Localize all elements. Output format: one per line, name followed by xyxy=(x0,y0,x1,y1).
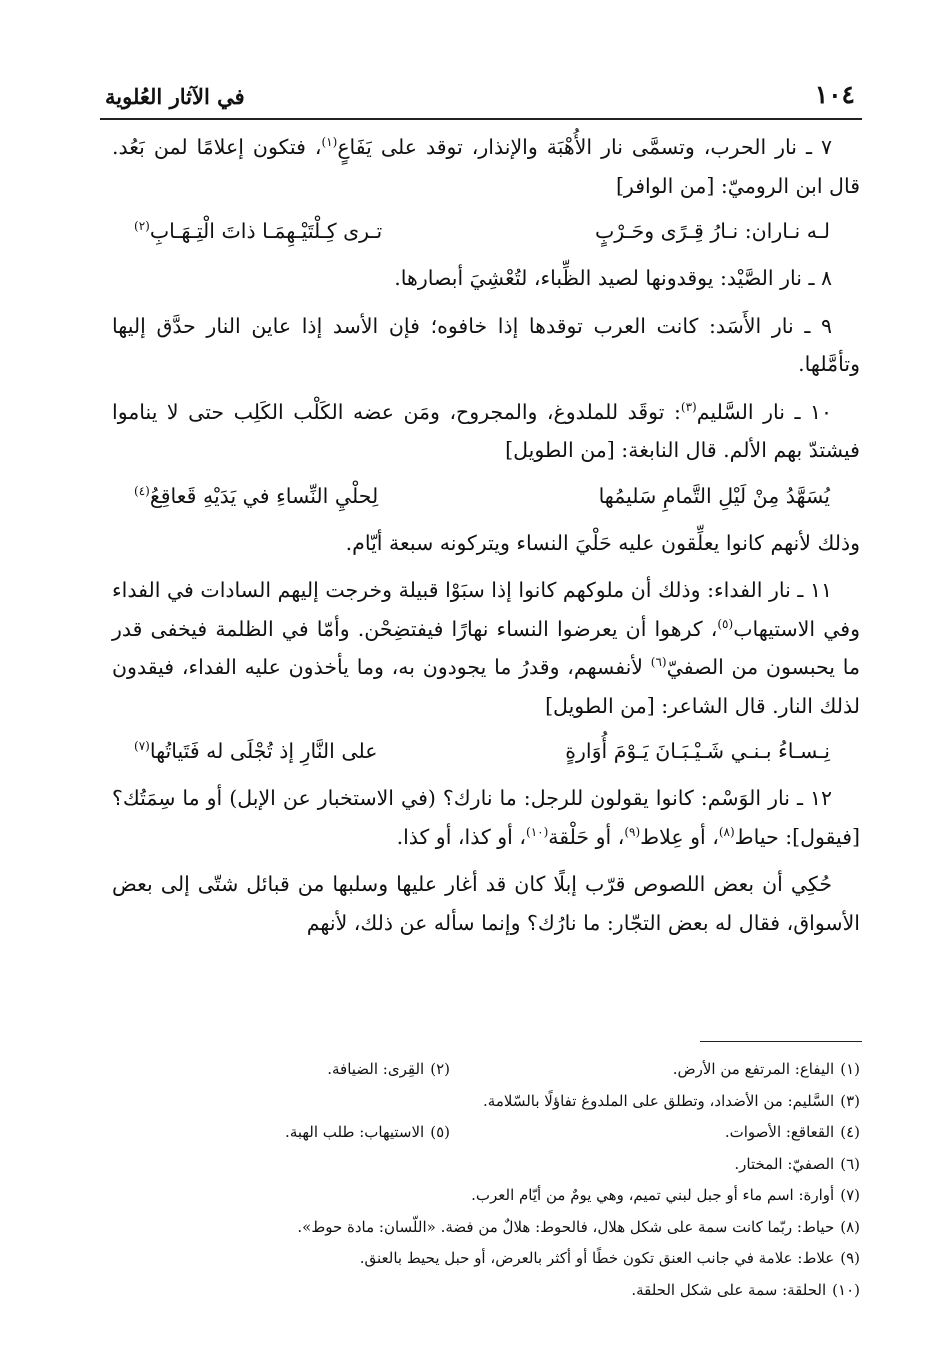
paragraph-text: ٧ ـ نار الحرب، وتسمَّى نار الأُهْبَة والإنذار، توقد على يَفَاعٍ xyxy=(337,135,832,159)
paragraph-text: ، أو حَلْقة xyxy=(548,824,625,849)
verse-text: على النَّارِ إذ تُجْلَى له فَتَياتُها xyxy=(149,739,378,763)
footnote-number: (٨) xyxy=(840,1217,860,1236)
paragraph-text: ، أو كذا، أو كذا. xyxy=(396,824,526,849)
verse-second-hemistich xyxy=(134,212,382,250)
footnote-row xyxy=(112,1243,860,1275)
footnote-number: (٤) xyxy=(840,1123,860,1141)
paragraph-fire-of-branding xyxy=(112,779,860,856)
verse-poet xyxy=(112,732,860,770)
paragraph-anecdote: حُكِي أن بعض اللصوص قرّب إبلًا كان قد أغار عليها وسلبها من قبائل شتّى إلى بعض الأسواق، فقال له بعض التجّار: ما نارُك؟ وإنما سأله عن ذلك، لأنهم xyxy=(112,872,860,935)
footnote-row xyxy=(112,1275,860,1307)
footnote-text: اليفاع: المرتفع من الأرض. xyxy=(672,1060,835,1078)
paragraph-text: ، فتكون إعلامًا لمن بَعُد. قال ابن الروميّ: [من الوافر] xyxy=(112,135,860,198)
footnote-number: (٥) xyxy=(430,1123,450,1141)
footnote-row xyxy=(112,1117,860,1149)
paragraph-text: ١١ ـ نار الفداء: وذلك أن ملوكهم كانوا إذا سبَوْا قبيلة وخرجت إليهم السادات في الفداء وفي الاستيهاب xyxy=(112,578,860,641)
footnote-number: (١٠) xyxy=(832,1280,860,1299)
footnote-text: القِرى: الضيافة. xyxy=(327,1060,425,1078)
footnote-ref[interactable]: (١) xyxy=(321,135,338,150)
footnote-row xyxy=(112,1180,860,1212)
footnote-text: القعاقع: الأصوات. xyxy=(724,1123,835,1141)
footnote-text: الحلقة: سمة على شكل الحلقة. xyxy=(631,1280,827,1299)
footnote-text: الصفيّ: المختار. xyxy=(734,1154,835,1173)
footnote-ref[interactable]: (٩) xyxy=(624,824,641,839)
verse-first-hemistich: نِـسـاءُ بـنـي شَـيْـبَـانَ يَـوْمَ أُوَارةٍ xyxy=(565,739,830,763)
footnote-10 xyxy=(631,1275,860,1307)
footnote-7 xyxy=(471,1180,860,1212)
paragraph-fire-of-lion: ٩ ـ نار الأَسَد: كانت العرب توقدها إذا خافوه؛ فإن الأسد إذا عاين النار حدَّق إليها وتأمَّلها. xyxy=(112,313,860,376)
footnote-text: السَّليم: من الأضداد، وتطلق على الملدوغ تفاؤلًا بالسّلامة. xyxy=(483,1091,835,1110)
footnote-ref[interactable]: (٧) xyxy=(134,739,150,754)
running-title: في الآثار العُلوية xyxy=(105,84,245,109)
page-header xyxy=(105,80,855,116)
paragraph-fire-of-hunt: ٨ ـ نار الصَّيْد: يوقدونها لصيد الظِّباء، لتُعْشِيَ أبصارها. xyxy=(394,266,832,290)
footnote-5 xyxy=(285,1117,450,1149)
footnote-1 xyxy=(450,1054,860,1086)
footnote-rule xyxy=(700,1041,862,1042)
footnote-6 xyxy=(734,1149,860,1181)
footnote-text: الاستيهاب: طلب الهبة. xyxy=(285,1123,425,1141)
footnote-number: (٣) xyxy=(840,1091,860,1110)
footnote-9 xyxy=(360,1243,860,1275)
footnote-number: (٩) xyxy=(840,1249,860,1267)
footnote-text: علاط: علامة في جانب العنق تكون خطًا أو أكثر بالعرض، أو حبل يحيط بالعنق. xyxy=(359,1249,835,1267)
footnote-row xyxy=(112,1086,860,1118)
verse-first-hemistich: يُسَهَّدُ مِنْ لَيْلِ التَّمامِ سَليمُها xyxy=(598,483,830,508)
paragraph-text: ، كرهوا أن يعرضوا النساء نهارًا فيفتضِحْن. وأمّا في الظلمة فيخفى قدر ما يحبسون من الصفيّ xyxy=(112,616,860,679)
footnote-ref[interactable]: (٦) xyxy=(650,655,667,670)
footnote-number: (٦) xyxy=(840,1154,860,1173)
paragraph-text: لأنفسهم، وقدرُ ما يجودون به، وما يأخذون عليه الفداء، فيقدون لذلك النار. قال الشاعر: [من الطويل] xyxy=(112,655,860,718)
header-rule xyxy=(100,118,862,120)
page-number: ١٠٤ xyxy=(814,80,855,109)
footnote-ref[interactable]: (١٠) xyxy=(526,824,549,839)
footnote-ref[interactable]: (٤) xyxy=(134,483,150,498)
footnote-number: (٧) xyxy=(840,1186,860,1204)
paragraph-text: : توقَد للملدوغ، والمجروح، ومَن عضه الكَلْب الكَلِب حتى لا يناموا فيشتدّ بهم الألم. قال النابغة: [من الطويل] xyxy=(112,399,860,462)
footnote-4 xyxy=(450,1117,860,1149)
paragraph-text: ١٠ ـ نار السَّليم xyxy=(696,399,832,424)
verse-first-hemistich: لـه نـاران: نـارُ قِـرًى وحَـرْبٍ xyxy=(594,219,830,243)
footnote-text: أوارة: اسم ماء أو جبل لبني تميم، وهي يومٌ من أيّام العرب. xyxy=(471,1186,835,1204)
footnote-3 xyxy=(483,1086,860,1118)
footnote-number: (٢) xyxy=(430,1060,450,1078)
footnote-8 xyxy=(297,1212,860,1244)
footnote-2 xyxy=(327,1054,450,1086)
paragraph-fire-of-war xyxy=(112,128,860,205)
footnote-number: (١) xyxy=(840,1060,860,1078)
verse-text: لِحلْيِ النِّساءِ في يَدَيْهِ قَعاقِعُ xyxy=(149,483,379,508)
footnote-ref[interactable]: (٢) xyxy=(134,219,150,234)
paragraph-text: ، أو عِلاط xyxy=(640,824,719,849)
verse-nabigha xyxy=(112,477,860,515)
footnote-text: حياط: ربّما كانت سمة على شكل هلال، فالحوط: هلالٌ من فضة. «اللّسان: مادة حوط». xyxy=(297,1217,835,1236)
footnote-row xyxy=(112,1212,860,1244)
footnotes xyxy=(112,1054,860,1306)
footnote-row xyxy=(112,1149,860,1181)
verse-second-hemistich xyxy=(134,477,378,515)
paragraph-fire-of-ransom xyxy=(112,571,860,725)
footnote-ref[interactable]: (٥) xyxy=(717,616,734,631)
footnote-ref[interactable]: (٨) xyxy=(718,824,735,839)
verse-ibn-alrumi xyxy=(112,212,860,250)
footnote-row xyxy=(112,1054,860,1086)
paragraph-explanation: وذلك لأنهم كانوا يعلِّقون عليه حَلْيَ النساء ويتركونه سبعة أيّام. xyxy=(345,530,860,555)
verse-second-hemistich xyxy=(134,732,377,770)
main-text xyxy=(112,128,860,942)
paragraph-text: ١٢ ـ نار الوَسْم: كانوا يقولون للرجل: ما نارك؟ (في الاستخبار عن الإبل) أو ما سِمَتُك؟ [فيقول]: حياط xyxy=(112,786,860,849)
paragraph-fire-of-salim xyxy=(112,393,860,470)
verse-text: تـرى كِـلْتَيْـهِمَـا ذاتَ الْتِـهَـابِ xyxy=(149,219,383,243)
footnote-ref[interactable]: (٣) xyxy=(680,399,697,414)
